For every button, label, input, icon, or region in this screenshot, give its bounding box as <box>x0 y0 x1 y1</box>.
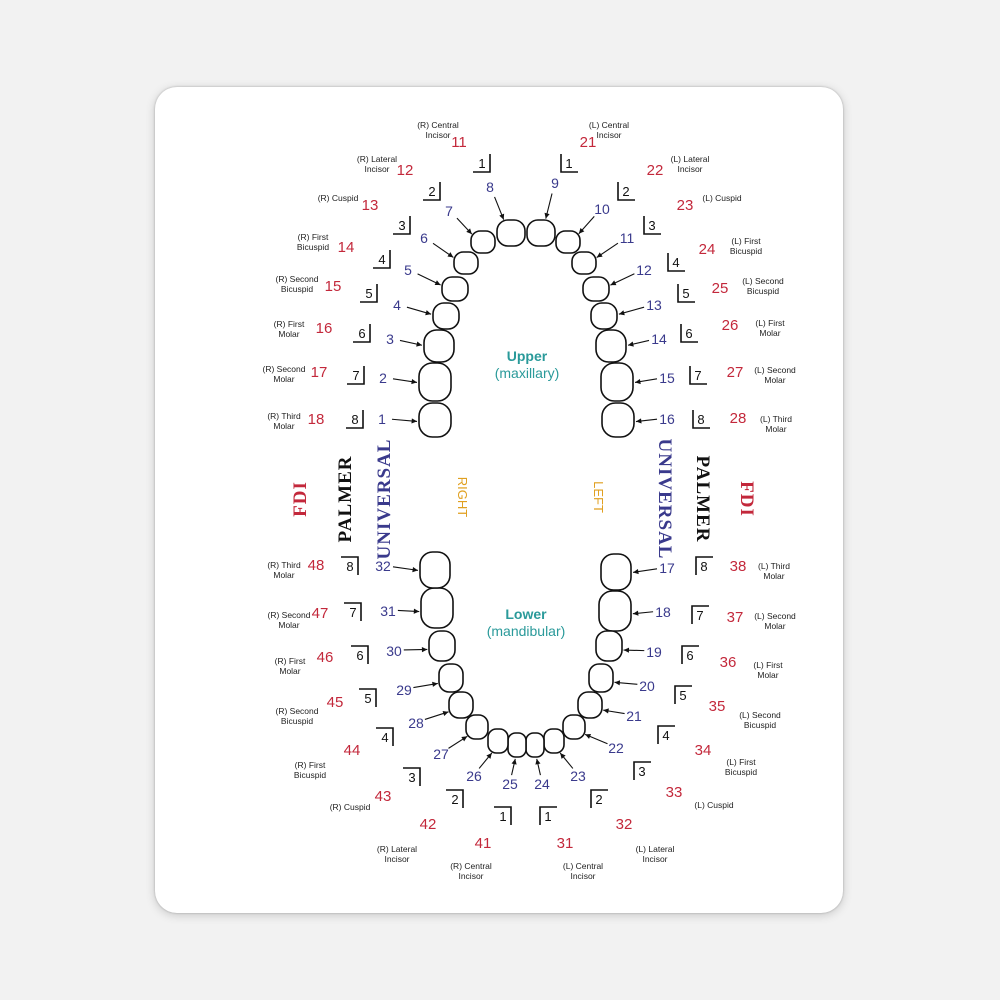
universal-number-31: 31 <box>380 603 396 619</box>
tooth-name-line: Incisor <box>364 164 390 174</box>
universal-number-25: 25 <box>502 776 518 792</box>
fdi-label-left: FDI <box>290 481 311 517</box>
palmer-number-3: 6 <box>358 326 366 341</box>
tooth-name-7 <box>357 154 397 174</box>
tooth-12 <box>583 277 609 301</box>
tooth-9 <box>527 220 555 246</box>
universal-number-29: 29 <box>396 682 412 698</box>
tooth-name-16 <box>760 414 792 434</box>
upper-arch-title: Upper <box>506 348 548 364</box>
tooth-name-14 <box>755 318 785 338</box>
tooth-name-13 <box>742 276 784 296</box>
fdi-number-34: 34 <box>694 742 712 759</box>
palmer-number-16: 8 <box>697 412 705 427</box>
fdi-number-43: 43 <box>374 788 392 805</box>
tooth-name-line: (R) Cuspid <box>329 802 371 812</box>
tooth-name-line: Molar <box>765 424 787 434</box>
tooth-name-line: (L) Cuspid <box>702 193 742 203</box>
universal-number-24: 24 <box>534 776 550 792</box>
arrowhead-29 <box>432 682 438 687</box>
palmer-number-4: 5 <box>365 286 373 301</box>
fdi-number-25: 25 <box>711 280 729 297</box>
tooth-name-line: Incisor <box>384 854 410 864</box>
palmer-number-1: 8 <box>351 412 359 427</box>
palmer-number-28: 4 <box>381 730 389 745</box>
tooth-name-line: Molar <box>757 670 779 680</box>
tooth-name-32 <box>267 560 301 580</box>
universal-label-right: UNIVERSAL <box>654 438 675 560</box>
arrowhead-30 <box>422 647 427 652</box>
tooth-15 <box>601 363 633 401</box>
palmer-number-13: 5 <box>682 286 690 301</box>
palmer-number-30: 6 <box>356 648 364 663</box>
palmer-number-9: 1 <box>565 156 573 171</box>
fdi-number-31: 31 <box>556 835 574 852</box>
tooth-16 <box>602 403 634 437</box>
tooth-name-line: (L) Second <box>754 611 796 621</box>
tooth-name-line: Bicuspid <box>724 767 758 777</box>
universal-number-26: 26 <box>466 768 482 784</box>
tooth-name-line: (L) Central <box>588 120 630 130</box>
tooth-name-line: Molar <box>273 374 295 384</box>
tooth-25 <box>508 733 526 757</box>
palmer-number-17: 8 <box>700 559 708 574</box>
tooth-name-line: (R) Lateral <box>356 154 398 164</box>
tooth-31 <box>421 588 453 628</box>
tooth-name-line: Bicuspid <box>280 716 314 726</box>
tooth-2 <box>419 363 451 401</box>
tooth-name-line: Molar <box>279 666 301 676</box>
fdi-number-17: 17 <box>310 364 328 381</box>
tooth-4 <box>433 303 459 329</box>
universal-number-1: 1 <box>378 411 386 427</box>
tooth-name-line: (L) Second <box>739 710 781 720</box>
tooth-name-15 <box>754 365 796 385</box>
tooth-name-line: Molar <box>273 570 295 580</box>
fdi-number-16: 16 <box>315 320 333 337</box>
fdi-number-42: 42 <box>419 816 437 833</box>
arrowhead-24 <box>535 759 540 765</box>
tooth-name-6 <box>318 193 359 203</box>
tooth-name-line: Incisor <box>596 130 622 140</box>
fdi-number-44: 44 <box>343 742 361 759</box>
fdi-label-right: FDI <box>736 481 757 517</box>
tooth-name-line: Molar <box>764 621 786 631</box>
tooth-name-line: Incisor <box>570 871 596 881</box>
tooth-26 <box>488 729 508 753</box>
tooth-name-line: Bicuspid <box>743 720 777 730</box>
universal-number-19: 19 <box>646 644 662 660</box>
tooth-30 <box>429 631 455 661</box>
universal-number-14: 14 <box>651 331 667 347</box>
lower-arch-title: Lower <box>505 606 547 622</box>
universal-number-7: 7 <box>445 203 453 219</box>
arrowhead-28 <box>443 711 449 716</box>
fdi-number-13: 13 <box>361 197 379 214</box>
universal-number-20: 20 <box>639 678 655 694</box>
tooth-27 <box>466 715 488 739</box>
tooth-name-line: (R) Third <box>267 560 301 570</box>
arrowhead-31 <box>414 609 420 614</box>
tooth-name-line: (R) Second <box>275 706 319 716</box>
tooth-name-line: (L) First <box>755 318 785 328</box>
universal-number-27: 27 <box>433 746 449 762</box>
fdi-number-23: 23 <box>676 197 694 214</box>
arrowhead-19 <box>624 648 629 653</box>
arrowhead-2 <box>411 379 417 384</box>
arrowhead-17 <box>633 569 639 574</box>
lower-arch-subtitle: (mandibular) <box>486 623 566 639</box>
fdi-number-38: 38 <box>729 558 747 575</box>
arrowhead-20 <box>614 680 620 685</box>
tooth-name-line: Molar <box>273 421 295 431</box>
tooth-name-line: Incisor <box>425 130 451 140</box>
tooth-8 <box>497 220 525 246</box>
tooth-name-line: Incisor <box>458 871 484 881</box>
palmer-label-left: PALMER <box>335 455 356 543</box>
fdi-number-32: 32 <box>615 816 633 833</box>
tooth-name-line: (R) Lateral <box>376 844 418 854</box>
tooth-name-line: Incisor <box>677 164 703 174</box>
tooth-name-line: (R) First <box>274 656 306 666</box>
tooth-name-line: (R) Central <box>450 861 492 871</box>
universal-number-30: 30 <box>386 643 402 659</box>
fdi-number-28: 28 <box>729 410 747 427</box>
arrowhead-25 <box>512 759 517 765</box>
tooth-name-line: (L) First <box>753 660 783 670</box>
tooth-name-11 <box>702 193 741 203</box>
tooth-name-20 <box>739 710 781 730</box>
universal-number-18: 18 <box>655 604 671 620</box>
tooth-name-line: (L) Second <box>742 276 784 286</box>
fdi-number-33: 33 <box>665 784 683 801</box>
palmer-number-25: 1 <box>499 809 507 824</box>
universal-number-4: 4 <box>393 297 401 313</box>
tooth-name-25 <box>450 861 492 881</box>
tooth-name-24 <box>563 861 603 881</box>
tooth-21 <box>578 692 602 718</box>
tooth-6 <box>454 252 478 274</box>
tooth-name-3 <box>274 319 305 339</box>
tooth-name-line: Bicuspid <box>280 284 314 294</box>
fdi-number-22: 22 <box>646 162 664 179</box>
tooth-name-19 <box>753 660 783 680</box>
arrowhead-14 <box>628 341 634 346</box>
tooth-name-line: (L) First <box>726 757 756 767</box>
tooth-name-5 <box>297 232 329 252</box>
universal-number-21: 21 <box>626 708 642 724</box>
palmer-number-6: 3 <box>398 218 406 233</box>
tooth-name-line: (L) Central <box>562 861 604 871</box>
fdi-number-48: 48 <box>307 557 325 574</box>
fdi-number-18: 18 <box>307 411 325 428</box>
universal-number-13: 13 <box>646 297 662 313</box>
tooth-name-21 <box>725 757 757 777</box>
tooth-28 <box>449 692 473 718</box>
fdi-number-12: 12 <box>396 162 414 179</box>
tooth-name-line: (R) Cuspid <box>317 193 359 203</box>
palmer-number-7: 2 <box>428 184 436 199</box>
arrowhead-6 <box>447 252 453 257</box>
tooth-name-line: Bicuspid <box>729 246 763 256</box>
tooth-name-18 <box>754 611 796 631</box>
fdi-number-15: 15 <box>324 278 342 295</box>
tooth-name-line: (R) Second <box>267 610 311 620</box>
tooth-name-line: Molar <box>278 620 300 630</box>
tooth-19 <box>596 631 622 661</box>
tooth-name-27 <box>330 802 371 812</box>
palmer-number-29: 5 <box>364 691 372 706</box>
palmer-number-24: 1 <box>544 809 552 824</box>
fdi-number-21: 21 <box>579 134 597 151</box>
fdi-number-26: 26 <box>721 317 739 334</box>
upper-arch-subtitle: (maxillary) <box>494 365 560 381</box>
tooth-29 <box>439 664 463 692</box>
tooth-18 <box>599 591 631 631</box>
tooth-name-4 <box>276 274 319 294</box>
tooth-name-line: Molar <box>764 375 786 385</box>
tooth-name-line: Bicuspid <box>293 770 327 780</box>
fdi-number-37: 37 <box>726 609 744 626</box>
tooth-name-line: Molar <box>278 329 300 339</box>
tooth-name-line: (R) Second <box>262 364 306 374</box>
palmer-number-2: 7 <box>352 368 360 383</box>
palmer-number-31: 7 <box>349 605 357 620</box>
palmer-number-20: 5 <box>679 688 687 703</box>
palmer-number-26: 2 <box>451 792 459 807</box>
tooth-name-line: (L) Third <box>758 561 790 571</box>
palmer-number-10: 2 <box>622 184 630 199</box>
tooth-name-2 <box>263 364 306 384</box>
universal-number-22: 22 <box>608 740 624 756</box>
fdi-number-14: 14 <box>337 239 355 256</box>
universal-number-16: 16 <box>659 411 675 427</box>
tooth-14 <box>596 330 626 362</box>
universal-label-left: UNIVERSAL <box>374 438 395 560</box>
fdi-number-47: 47 <box>311 605 329 622</box>
universal-number-2: 2 <box>379 370 387 386</box>
tooth-name-26 <box>377 844 417 864</box>
palmer-number-12: 4 <box>672 255 680 270</box>
palmer-number-27: 3 <box>408 770 416 785</box>
arrowhead-1 <box>411 418 417 423</box>
tooth-name-line: Molar <box>759 328 781 338</box>
universal-number-28: 28 <box>408 715 424 731</box>
tooth-name-line: Bicuspid <box>746 286 780 296</box>
tooth-24 <box>526 733 544 757</box>
palmer-number-21: 4 <box>662 728 670 743</box>
palmer-number-5: 4 <box>378 252 386 267</box>
universal-number-5: 5 <box>404 262 412 278</box>
arrowhead-15 <box>635 379 641 384</box>
tooth-name-23 <box>636 844 675 864</box>
tooth-name-line: Molar <box>763 571 785 581</box>
arrowhead-11 <box>597 252 603 257</box>
arrowhead-9 <box>545 213 550 219</box>
tooth-name-29 <box>276 706 319 726</box>
tooth-name-line: (L) Third <box>760 414 792 424</box>
tooth-5 <box>442 277 468 301</box>
fdi-number-45: 45 <box>326 694 344 711</box>
palmer-number-22: 3 <box>638 764 646 779</box>
palmer-number-14: 6 <box>685 326 693 341</box>
tooth-name-30 <box>275 656 306 676</box>
tooth-name-line: Incisor <box>642 854 668 864</box>
fdi-number-24: 24 <box>698 241 716 258</box>
tooth-20 <box>589 664 613 692</box>
arrowhead-21 <box>603 708 609 713</box>
tooth-22 <box>563 715 585 739</box>
tooth-name-line: (L) Second <box>754 365 796 375</box>
fdi-number-11: 11 <box>451 134 467 151</box>
tooth-10 <box>556 231 580 253</box>
tooth-name-17 <box>758 561 790 581</box>
palmer-number-18: 7 <box>696 608 704 623</box>
right-direction-label: RIGHT <box>455 476 470 518</box>
tooth-17 <box>601 554 631 590</box>
universal-number-8: 8 <box>486 179 494 195</box>
tooth-name-line: (R) Second <box>275 274 319 284</box>
universal-number-3: 3 <box>386 331 394 347</box>
tooth-name-line: (R) Central <box>417 120 459 130</box>
arrowhead-32 <box>412 567 418 572</box>
palmer-number-15: 7 <box>694 368 702 383</box>
universal-number-17: 17 <box>659 560 675 576</box>
tooth-23 <box>544 729 564 753</box>
tooth-name-12 <box>730 236 762 256</box>
universal-number-11: 11 <box>619 230 635 246</box>
fdi-number-27: 27 <box>726 364 744 381</box>
universal-number-12: 12 <box>636 262 652 278</box>
fdi-number-41: 41 <box>474 835 492 852</box>
tooth-name-line: (R) First <box>273 319 305 329</box>
tooth-7 <box>471 231 495 253</box>
palmer-number-8: 1 <box>478 156 486 171</box>
universal-number-10: 10 <box>594 201 610 217</box>
tooth-1 <box>419 403 451 437</box>
arrowhead-27 <box>461 736 467 741</box>
tooth-name-line: (L) Lateral <box>635 844 675 854</box>
tooth-32 <box>420 552 450 588</box>
tooth-13 <box>591 303 617 329</box>
palmer-label-right: PALMER <box>692 455 713 543</box>
universal-number-23: 23 <box>570 768 586 784</box>
tooth-name-line: (L) First <box>731 236 761 246</box>
tooth-name-line: (L) Cuspid <box>694 800 734 810</box>
tooth-name-line: (R) First <box>297 232 329 242</box>
left-direction-label: LEFT <box>591 481 606 513</box>
tooth-name-line: (R) Third <box>267 411 301 421</box>
universal-number-32: 32 <box>375 558 391 574</box>
palmer-number-23: 2 <box>595 792 603 807</box>
tooth-3 <box>424 330 454 362</box>
tooth-11 <box>572 252 596 274</box>
universal-number-6: 6 <box>420 230 428 246</box>
fdi-number-36: 36 <box>719 654 737 671</box>
arrowhead-3 <box>416 342 422 347</box>
tooth-name-line: (L) Lateral <box>670 154 710 164</box>
universal-number-15: 15 <box>659 370 675 386</box>
tooth-name-31 <box>268 610 311 630</box>
tooth-name-28 <box>294 760 326 780</box>
fdi-number-35: 35 <box>708 698 726 715</box>
tooth-name-line: (R) First <box>294 760 326 770</box>
universal-number-9: 9 <box>551 175 559 191</box>
tooth-name-1 <box>267 411 301 431</box>
fdi-number-46: 46 <box>316 649 334 666</box>
tooth-name-10 <box>671 154 710 174</box>
palmer-number-32: 8 <box>346 559 354 574</box>
palmer-number-19: 6 <box>686 648 694 663</box>
palmer-number-11: 3 <box>648 218 656 233</box>
tooth-name-22 <box>694 800 733 810</box>
tooth-name-line: Bicuspid <box>296 242 330 252</box>
